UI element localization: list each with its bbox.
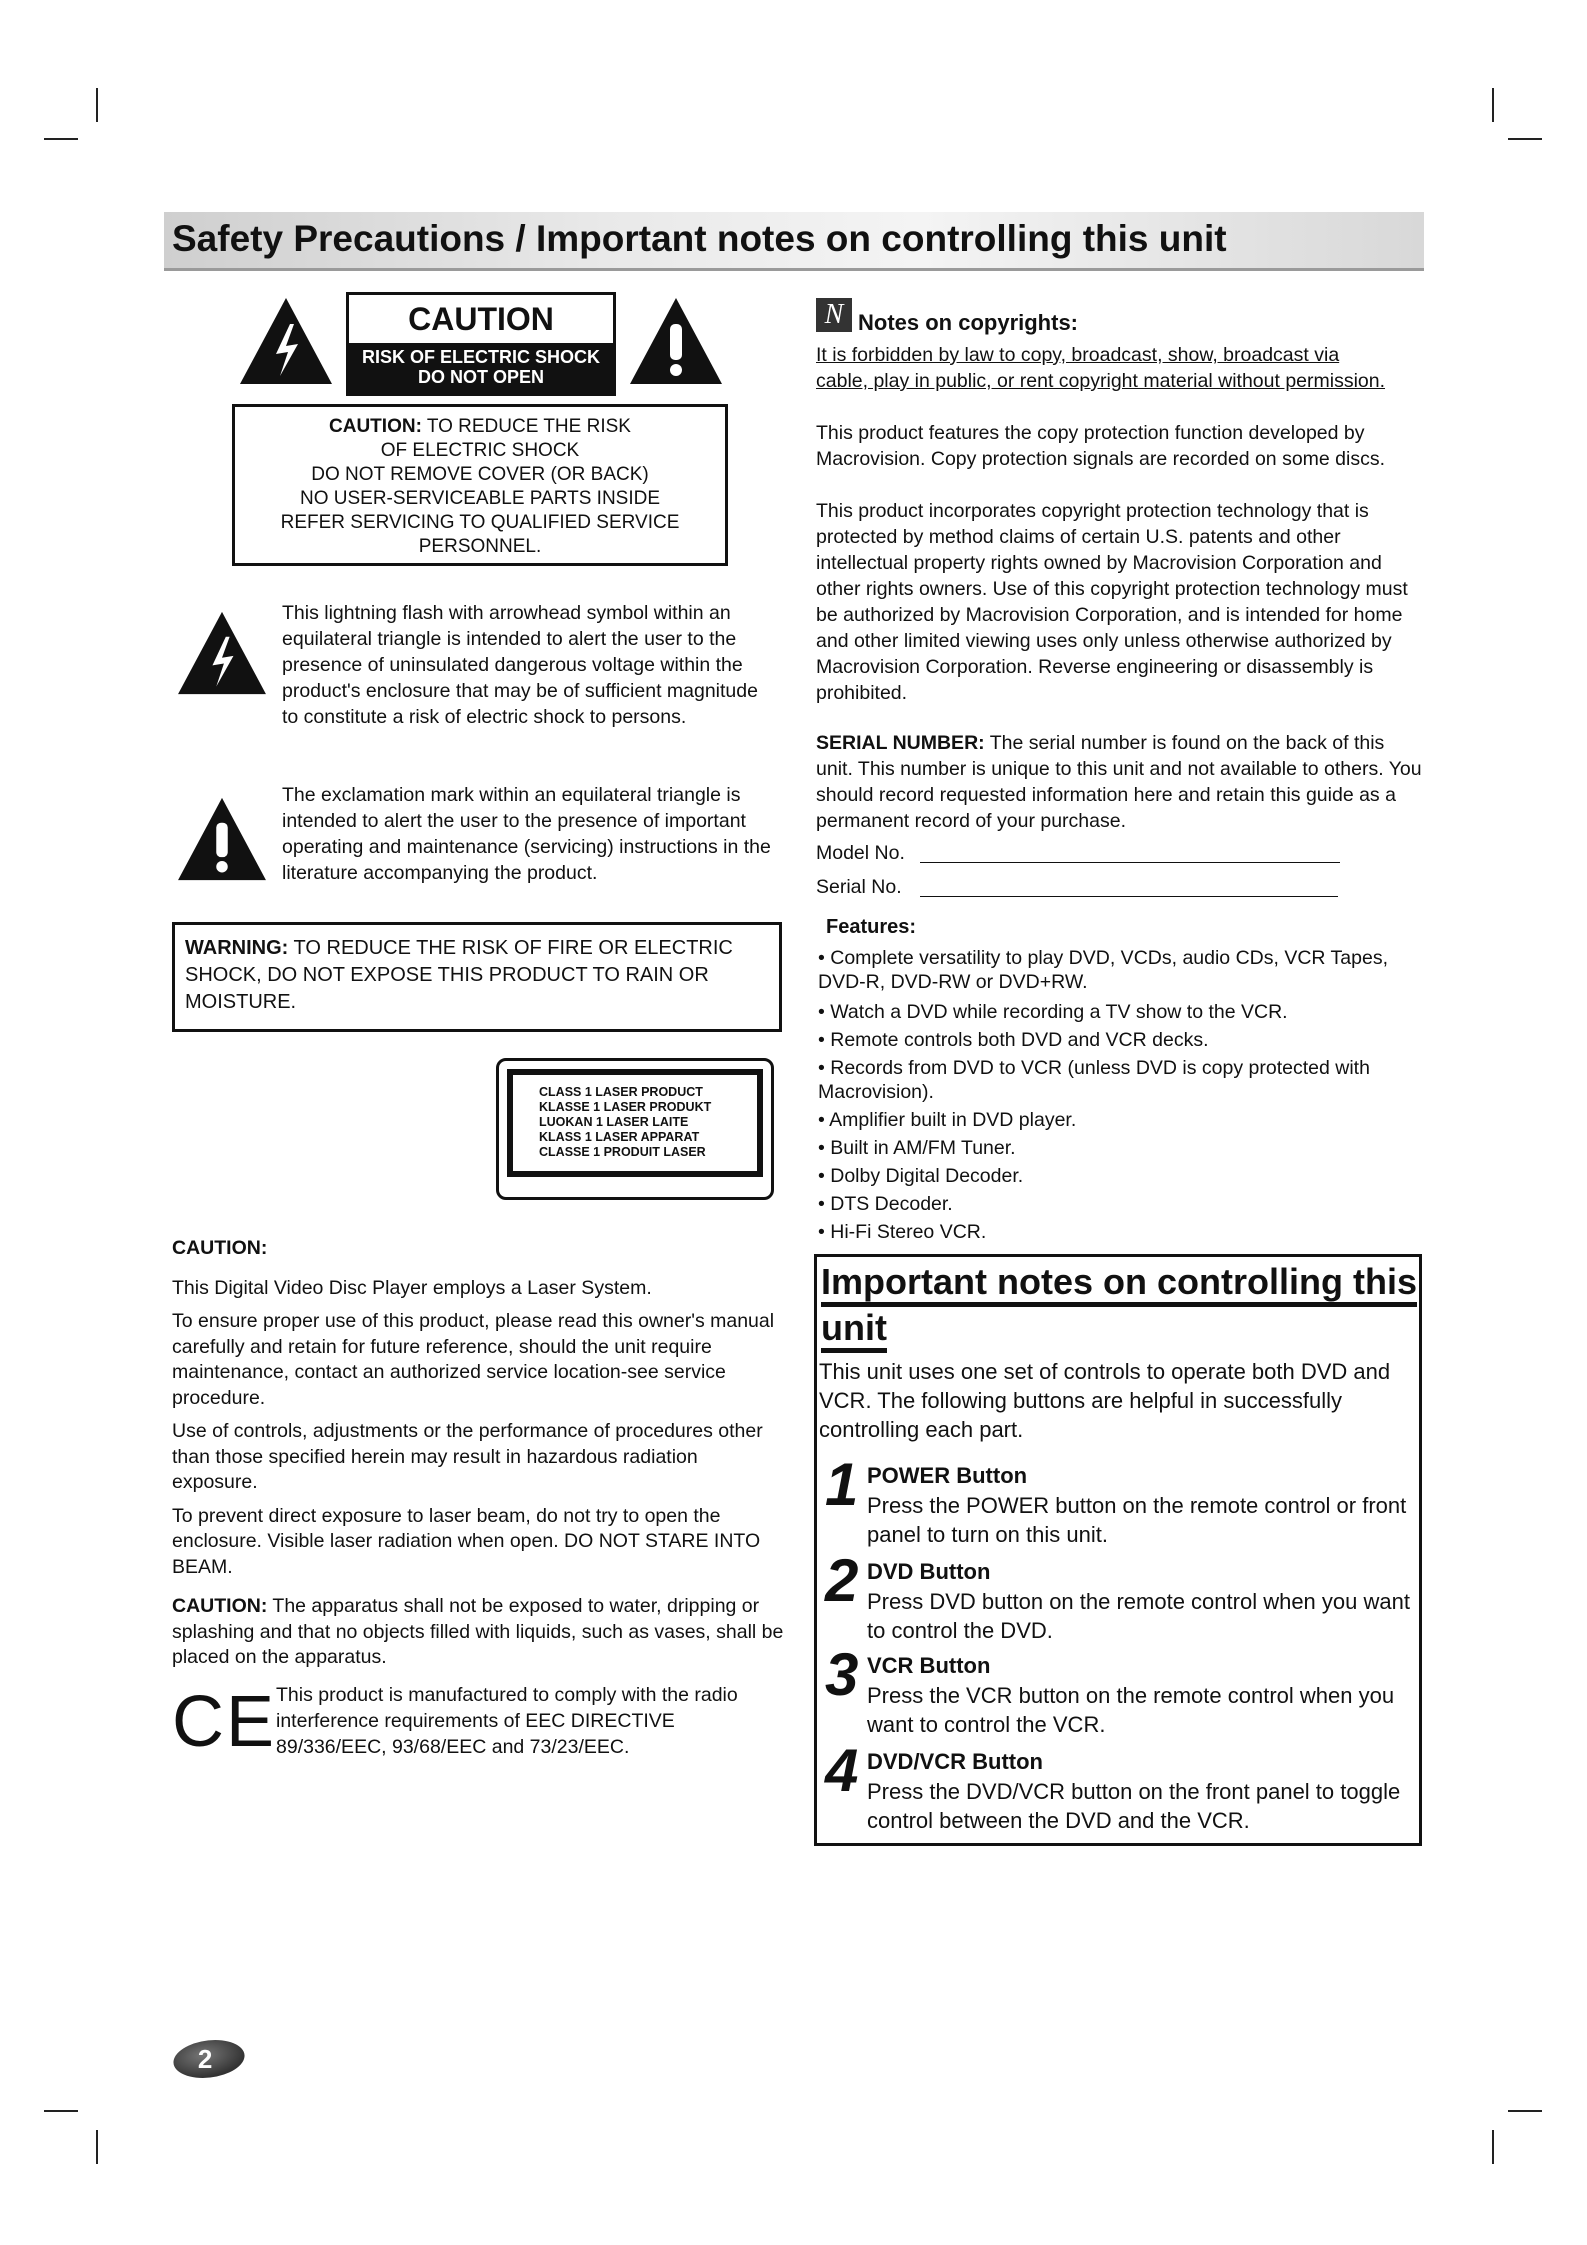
lightning-description: This lightning flash with arrowhead symbol within an equilateral triangle is intended to alert the user to the presence of uninsulated dangerous voltage within the product's enclosure that may be of sufficient magnitude to constitute a risk of electric shock to persons.	[282, 602, 758, 728]
macrovision-p1: This product features the copy protection function developed by Macrovision. Copy protection signals are recorded on some discs.	[816, 422, 1386, 470]
laser-label-line: KLASSE 1 LASER PRODUKT	[539, 1100, 712, 1114]
step-number: 3	[825, 1641, 859, 1708]
laser-caution-p3: Use of controls, adjustments or the performance of procedures other than those specified herein may result in hazardous radiation exposure.	[172, 1420, 763, 1493]
page-number-badge	[168, 2040, 250, 2078]
step-heading: DVD/VCR Button	[867, 1749, 1043, 1774]
crop-mark	[1508, 2110, 1542, 2112]
caution-box-line1: TO REDUCE THE RISK	[426, 416, 631, 437]
crop-mark	[96, 88, 98, 122]
step-body: Press the POWER button on the remote control or front panel to turn on this unit.	[867, 1493, 1407, 1547]
header-banner	[164, 212, 1424, 271]
serial-section	[816, 730, 1426, 834]
ce-mark-icon: CE	[172, 1682, 277, 1762]
page-title: Safety Precautions / Important notes on controlling this unit	[172, 218, 1227, 259]
caution-label	[346, 292, 616, 396]
laser-label-line: LUOKAN 1 LASER LAITE	[539, 1115, 689, 1129]
crop-mark	[44, 2110, 78, 2112]
crop-mark	[1492, 2130, 1494, 2164]
step-heading: VCR Button	[867, 1653, 991, 1678]
caution-box-lead: CAUTION:	[329, 416, 422, 437]
feature-item-text: Remote controls both DVD and VCR decks.	[830, 1029, 1209, 1051]
feature-item: • DTS Decoder.	[818, 1193, 953, 1215]
caution-box	[232, 404, 728, 566]
laser-caution-p5-text: The apparatus shall not be exposed to water, dripping or splashing and that no objects filled with liquids, such as vases, shall be placed on the apparatus.	[172, 1595, 784, 1668]
exclamation-description: The exclamation mark within an equilateral triangle is intended to alert the user to the presence of important operating and maintenance (servicing) instructions in the literature accompanying the product.	[282, 784, 771, 884]
laser-caution-p4: To prevent direct exposure to laser beam, do not try to open the enclosure. Visible laser radiation when open. DO NOT STARE INTO BEAM.	[172, 1504, 761, 1578]
serial-lead: SERIAL NUMBER:	[816, 732, 985, 754]
caution-label-title: CAUTION	[349, 295, 613, 343]
step-heading: POWER Button	[867, 1463, 1028, 1488]
feature-item: • Dolby Digital Decoder.	[818, 1165, 1024, 1187]
laser-label-line: KLASS 1 LASER APPARAT	[539, 1130, 700, 1144]
laser-caution-p5	[172, 1594, 784, 1671]
crop-mark	[1492, 88, 1494, 122]
warning-lead: WARNING:	[185, 937, 289, 959]
caution-box-line4: NO USER-SERVICEABLE PARTS INSIDE	[299, 488, 661, 509]
feature-item-text: Watch a DVD while recording a TV show to the VCR.	[830, 1001, 1288, 1023]
caution-box-line3: DO NOT REMOVE COVER (OR BACK)	[311, 464, 649, 485]
crop-mark	[44, 138, 78, 140]
feature-item: • Amplifier built in DVD player.	[818, 1109, 1077, 1131]
serial-no-label: Serial No.	[816, 876, 902, 898]
step-number: 2	[825, 1547, 859, 1614]
serial-no-line[interactable]	[920, 896, 1338, 897]
feature-item-text: Complete versatility to play DVD, VCDs, audio CDs, VCR Tapes, DVD-R, DVD-RW or DVD+RW.	[818, 947, 1389, 993]
step-body: Press DVD button on the remote control when you want to control the DVD.	[867, 1589, 1410, 1643]
step-number: 4	[825, 1737, 859, 1804]
warning-box	[172, 922, 782, 1032]
lightning-warning-icon	[238, 296, 334, 386]
lightning-triangle-icon	[176, 610, 268, 696]
laser-label-line: CLASS 1 LASER PRODUCT	[539, 1085, 703, 1099]
laser-caution-p1: This Digital Video Disc Player employs a Laser System.	[172, 1276, 652, 1299]
feature-item-text: Amplifier built in DVD player.	[829, 1109, 1077, 1131]
feature-item-text: Dolby Digital Decoder.	[830, 1165, 1024, 1187]
feature-item-text: Records from DVD to VCR (unless DVD is copy protected with Macrovision).	[818, 1057, 1370, 1103]
laser-product-label	[496, 1058, 774, 1200]
caution-box-line6: PERSONNEL.	[418, 536, 542, 557]
feature-item-text: DTS Decoder.	[830, 1193, 953, 1215]
important-notes-box	[814, 1254, 1422, 1846]
important-intro: This unit uses one set of controls to operate both DVD and VCR. The following buttons are helpful in successfully controlling each part.	[819, 1359, 1391, 1442]
warning-text: TO REDUCE THE RISK OF FIRE OR ELECTRIC SHOCK, DO NOT EXPOSE THIS PRODUCT TO RAIN OR MOISTURE.	[185, 937, 733, 1013]
ce-compliance-text: This product is manufactured to comply with the radio interference requirements of EEC DIRECTIVE 89/336/EEC, 93/68/EEC and 73/23/EEC.	[276, 1684, 738, 1758]
laser-caution-section	[172, 1236, 784, 1671]
feature-item: • Hi-Fi Stereo VCR.	[818, 1221, 987, 1243]
page-number: 2	[197, 2044, 213, 2074]
macrovision-p2: This product incorporates copyright protection technology that is protected by method claims of certain U.S. patents and other intellectual property rights owned by Macrovision Corporation and other rights owners. Use of this copyright protection technology must be authorized by Macrovision Corporation, and is intended for home and other limited viewing uses only unless otherwise authorized by Macrovision Corporation. Reverse engineering or disassembly is prohibited.	[816, 500, 1408, 704]
feature-item: • Remote controls both DVD and VCR decks.	[818, 1029, 1209, 1051]
copyright-notice: It is forbidden by law to copy, broadcast, show, broadcast via cable, play in public, or rent copyright material without permission.	[816, 344, 1386, 392]
features-heading: Features:	[826, 916, 917, 938]
caution-box-line5: REFER SERVICING TO QUALIFIED SERVICE	[280, 512, 680, 533]
model-no-label: Model No.	[816, 842, 905, 864]
step-number: 1	[825, 1451, 859, 1518]
feature-item: • Built in AM/FM Tuner.	[818, 1137, 1016, 1159]
laser-caution-p5-lead: CAUTION:	[172, 1595, 268, 1617]
exclamation-warning-icon	[628, 296, 724, 386]
laser-caution-heading: CAUTION:	[172, 1237, 268, 1259]
caution-label-line2: DO NOT OPEN	[417, 367, 544, 387]
caution-box-line2: OF ELECTRIC SHOCK	[380, 440, 580, 461]
step-heading: DVD Button	[867, 1559, 991, 1584]
laser-caution-p2: To ensure proper use of this product, please read this owner's manual carefully and retain for future reference, should the unit require maintenance, contact an authorized service location-see service procedure.	[172, 1310, 775, 1409]
model-no-line[interactable]	[920, 862, 1340, 863]
exclamation-triangle-icon	[176, 796, 268, 882]
step-body: Press the VCR button on the remote control when you want to control the VCR.	[867, 1683, 1395, 1737]
important-title-line1: Important notes on controlling this	[821, 1261, 1417, 1307]
step-body: Press the DVD/VCR button on the front panel to toggle control between the DVD and the VCR.	[867, 1779, 1401, 1833]
feature-item: • Complete versatility to play DVD, VCDs, audio CDs, VCR Tapes, DVD-R, DVD-RW or DVD+RW.	[818, 947, 1389, 993]
copyright-heading: Notes on copyrights:	[858, 310, 1079, 335]
caution-label-line1: RISK OF ELECTRIC SHOCK	[361, 347, 600, 367]
feature-item: • Records from DVD to VCR (unless DVD is copy protected with Macrovision).	[818, 1057, 1370, 1103]
important-notes-title	[821, 1259, 1417, 1351]
serial-text: The serial number is found on the back of this unit. This number is unique to this unit and not available to others. You should record requested information here and retain this guide as a permanent record of your purchase.	[816, 732, 1422, 832]
feature-item-text: Hi-Fi Stereo VCR.	[830, 1221, 987, 1243]
laser-label-line: CLASSE 1 PRODUIT LASER	[539, 1145, 706, 1159]
feature-item-text: Built in AM/FM Tuner.	[830, 1137, 1016, 1159]
feature-item: • Watch a DVD while recording a TV show to the VCR.	[818, 1001, 1288, 1023]
copyright-icon: N	[816, 298, 852, 332]
crop-mark	[1508, 138, 1542, 140]
crop-mark	[96, 2130, 98, 2164]
important-title-line2: unit	[821, 1307, 887, 1353]
